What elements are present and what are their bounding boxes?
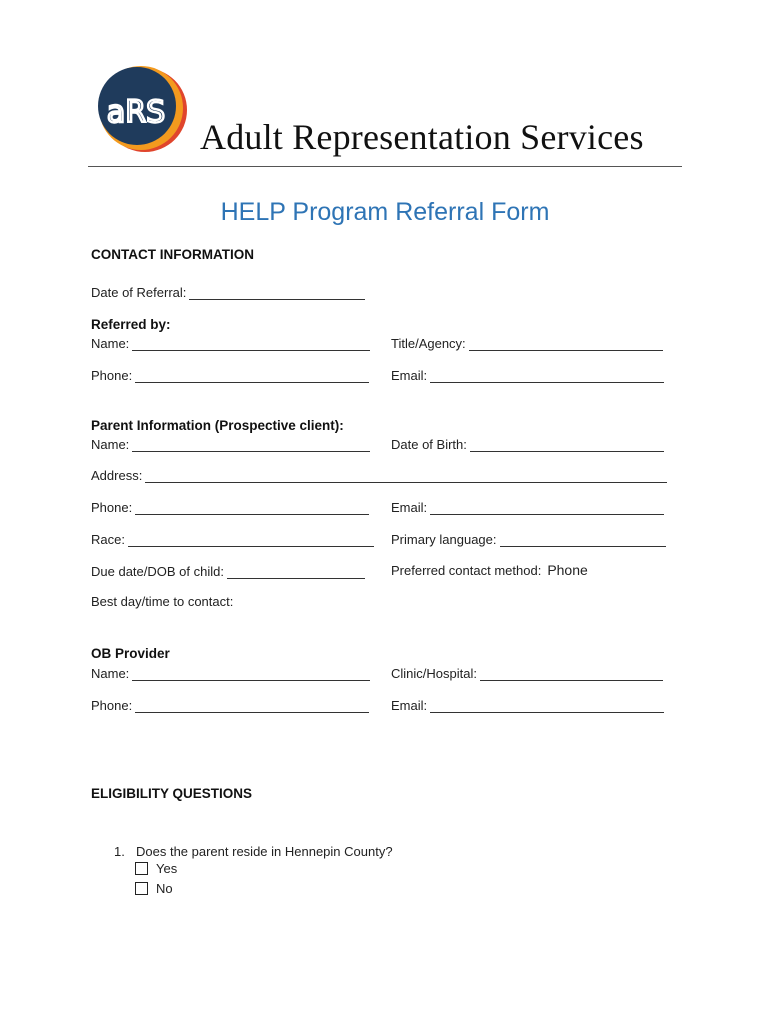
no-checkbox[interactable] [135, 882, 148, 895]
organization-name: Adult Representation Services [200, 117, 644, 157]
due-date-label: Due date/DOB of child: [91, 564, 224, 579]
referrer-phone-field[interactable] [91, 368, 369, 383]
ob-clinic-field[interactable] [391, 666, 663, 681]
best-time-field[interactable] [91, 594, 233, 609]
yes-label: Yes [156, 861, 178, 876]
date-of-referral-line[interactable] [189, 287, 365, 300]
header-divider [88, 166, 682, 167]
ob-email-field[interactable] [391, 698, 664, 713]
parent-race-line[interactable] [128, 534, 374, 547]
parent-name-label: Name: [91, 437, 130, 452]
referrer-email-label: Email: [391, 368, 428, 383]
parent-race-field[interactable] [91, 532, 374, 547]
ob-email-line[interactable] [430, 700, 664, 713]
referrer-email-line[interactable] [430, 370, 664, 383]
parent-email-line[interactable] [430, 502, 664, 515]
ob-name-label: Name: [91, 666, 130, 681]
parent-primary-language-label: Primary language: [391, 532, 497, 547]
ob-phone-field[interactable] [91, 698, 369, 713]
question-1-text: Does the parent reside in Hennepin County? [136, 844, 393, 859]
option-yes[interactable] [135, 861, 177, 876]
referrer-title-agency-field[interactable] [391, 336, 663, 351]
ars-logo [96, 64, 188, 154]
ob-name-line[interactable] [132, 668, 370, 681]
ob-email-label: Email: [391, 698, 428, 713]
parent-phone-field[interactable] [91, 500, 369, 515]
preferred-contact-value[interactable]: Phone [547, 562, 588, 578]
parent-primary-language-line[interactable] [500, 534, 666, 547]
ob-clinic-label: Clinic/Hospital: [391, 666, 477, 681]
parent-information-heading: Parent Information (Prospective client): [91, 418, 344, 433]
parent-phone-label: Phone: [91, 500, 133, 515]
ob-name-field[interactable] [91, 666, 370, 681]
parent-primary-language-field[interactable] [391, 532, 666, 547]
parent-phone-line[interactable] [135, 502, 369, 515]
referrer-email-field[interactable] [391, 368, 664, 383]
parent-race-label: Race: [91, 532, 125, 547]
preferred-contact-label: Preferred contact method: [391, 563, 542, 578]
due-date-line[interactable] [227, 566, 365, 579]
referrer-phone-label: Phone: [91, 368, 133, 383]
referrer-name-field[interactable] [91, 336, 370, 351]
no-label: No [156, 881, 173, 896]
date-of-referral-field[interactable] [91, 285, 365, 300]
referred-by-heading: Referred by: [91, 317, 171, 332]
parent-address-line[interactable] [145, 470, 667, 483]
parent-dob-field[interactable] [391, 437, 664, 452]
yes-checkbox[interactable] [135, 862, 148, 875]
question-1-number: 1. [114, 844, 125, 859]
date-of-referral-label: Date of Referral: [91, 285, 187, 300]
referrer-name-line[interactable] [132, 338, 370, 351]
ob-provider-heading: OB Provider [91, 646, 170, 661]
form-title: HELP Program Referral Form [220, 198, 550, 226]
referrer-phone-line[interactable] [135, 370, 369, 383]
parent-email-field[interactable] [391, 500, 664, 515]
referrer-title-agency-label: Title/Agency: [391, 336, 466, 351]
contact-information-heading: CONTACT INFORMATION [91, 247, 254, 262]
parent-name-line[interactable] [132, 439, 370, 452]
ob-phone-line[interactable] [135, 700, 369, 713]
parent-email-label: Email: [391, 500, 428, 515]
parent-address-field[interactable] [91, 468, 667, 483]
referrer-name-label: Name: [91, 336, 130, 351]
parent-dob-line[interactable] [470, 439, 664, 452]
preferred-contact-field[interactable] [391, 562, 588, 578]
due-date-field[interactable] [91, 564, 365, 579]
ob-phone-label: Phone: [91, 698, 133, 713]
ob-clinic-line[interactable] [480, 668, 663, 681]
parent-name-field[interactable] [91, 437, 370, 452]
logo-monogram: aRS [106, 95, 166, 130]
parent-dob-label: Date of Birth: [391, 437, 467, 452]
best-time-label: Best day/time to contact: [91, 594, 234, 609]
referrer-title-agency-line[interactable] [469, 338, 663, 351]
parent-address-label: Address: [91, 468, 143, 483]
eligibility-heading: ELIGIBILITY QUESTIONS [91, 786, 253, 801]
option-no[interactable] [135, 881, 173, 896]
